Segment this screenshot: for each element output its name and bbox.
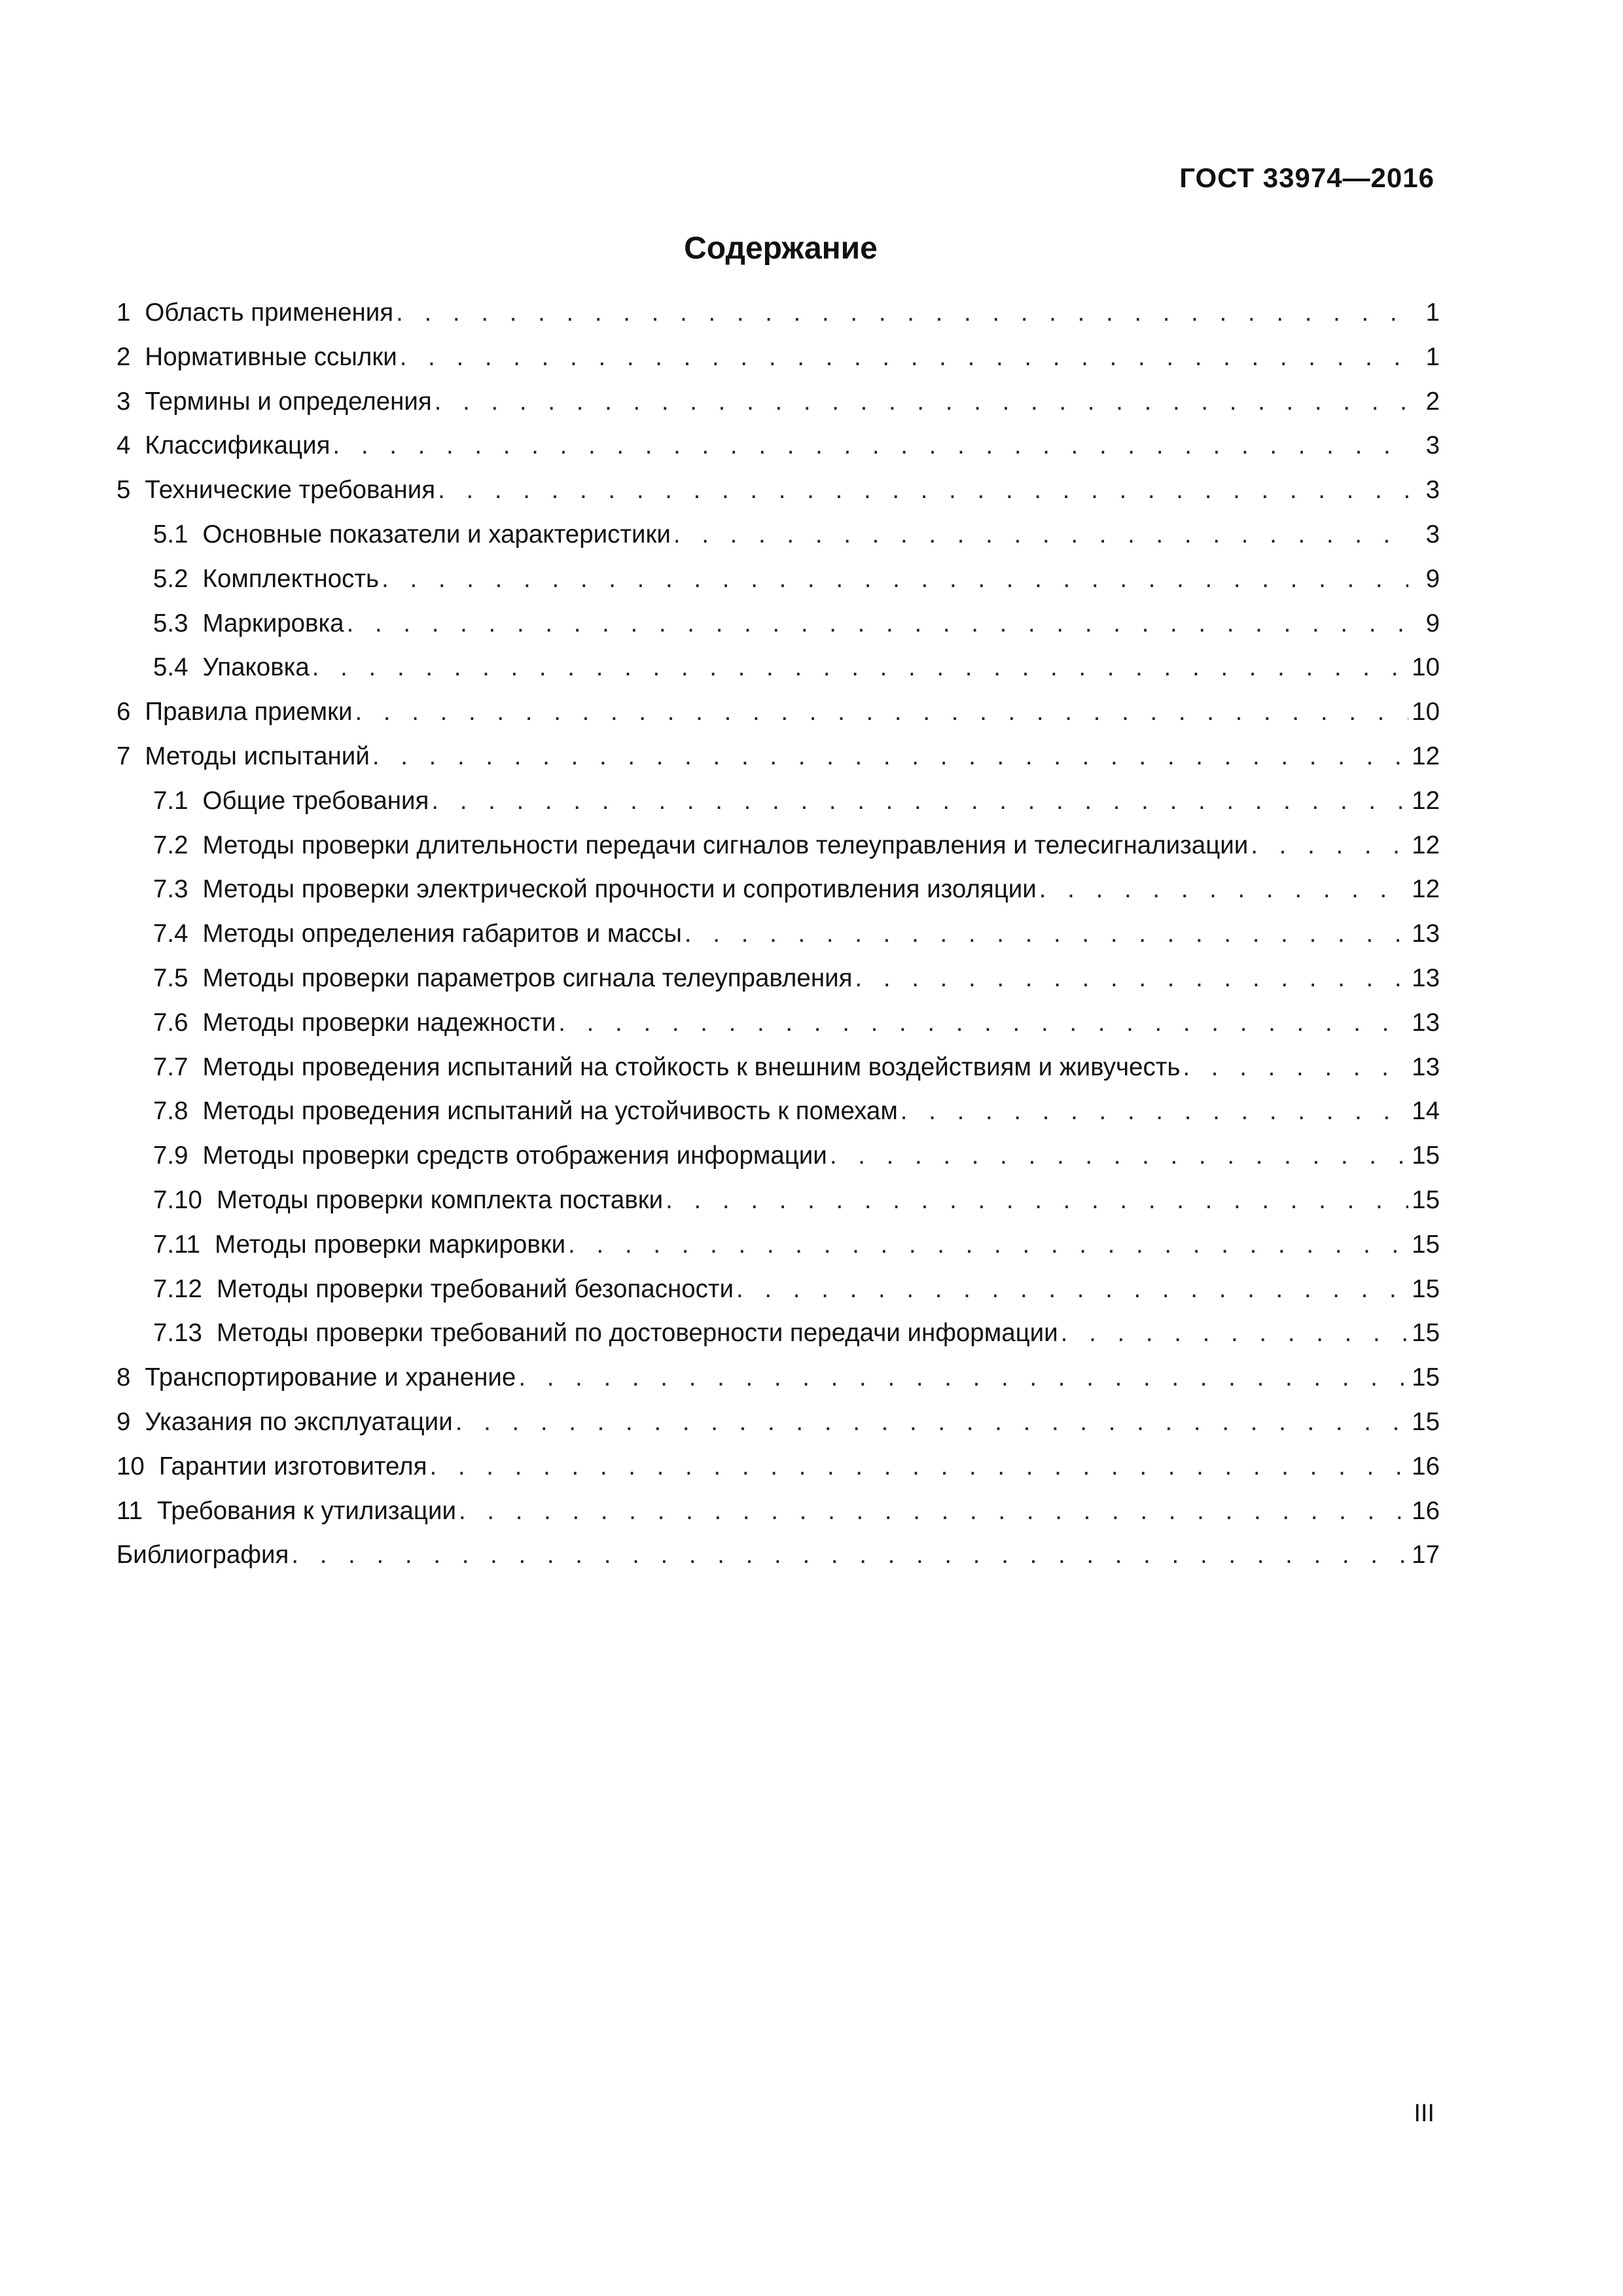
toc-entry[interactable]: [116, 609, 1440, 654]
toc-entry-title: Методы проверки требований по достоверности передачи информации: [216, 1319, 1058, 1348]
toc-entry-number: 7.2: [153, 831, 188, 859]
toc-entry-number: 7.1: [153, 786, 188, 815]
toc-entry[interactable]: [116, 1230, 1440, 1275]
toc-entry-number: 6: [116, 698, 131, 726]
dot-leader: [438, 476, 1408, 505]
dot-leader: [400, 343, 1408, 372]
toc-entry[interactable]: [116, 1097, 1440, 1141]
toc-entry[interactable]: [116, 476, 1440, 520]
toc-entry-title: Требования к утилизации: [156, 1496, 456, 1525]
toc-entry-number: 7.3: [153, 875, 188, 904]
toc-entry-number: 7.10: [153, 1185, 202, 1214]
dot-leader: [312, 653, 1408, 682]
dot-leader: [568, 1230, 1408, 1259]
toc-entry-number: 11: [116, 1496, 143, 1525]
toc-entry-number: 3: [116, 387, 131, 416]
toc-entry-number: 7.4: [153, 920, 188, 948]
toc-entry-number: 7.6: [153, 1008, 188, 1037]
toc-entry[interactable]: [116, 698, 1440, 742]
toc-entry-page: 10: [1412, 698, 1440, 726]
toc-entry-page: 13: [1412, 1008, 1440, 1037]
toc-entry[interactable]: [116, 1275, 1440, 1319]
toc-entry[interactable]: [116, 298, 1440, 343]
toc-entry[interactable]: [116, 431, 1440, 476]
toc-entry-number: 9: [116, 1407, 131, 1436]
toc-entry[interactable]: [116, 387, 1440, 432]
toc-entry-title: Транспортирование и хранение: [145, 1363, 516, 1392]
dot-leader: [685, 920, 1408, 948]
toc-entry-title: Упаковка: [202, 653, 310, 682]
dot-leader: [435, 387, 1408, 416]
toc-entry-title: Методы проверки средств отображения информации: [202, 1141, 827, 1170]
toc-entry-title: Классификация: [145, 431, 330, 460]
toc-entry[interactable]: [116, 343, 1440, 387]
toc-entry-title: Методы проверки надежности: [202, 1008, 556, 1037]
toc-entry-number: 5: [116, 476, 131, 505]
toc-entry-title: Гарантии изготовителя: [158, 1452, 427, 1480]
toc-entry-page: 15: [1412, 1407, 1440, 1436]
toc-entry-title: Правила приемки: [145, 698, 353, 726]
dot-leader: [459, 1497, 1408, 1526]
dot-leader: [430, 1452, 1409, 1481]
toc-entry-page: 15: [1412, 1185, 1440, 1214]
dot-leader: [558, 1009, 1408, 1037]
toc-entry-number: 2: [116, 342, 131, 371]
dot-leader: [332, 431, 1408, 460]
toc-entry[interactable]: [116, 831, 1440, 876]
dot-leader: [855, 964, 1408, 993]
toc-entry-page: 12: [1412, 742, 1440, 770]
toc-entry-page: 15: [1412, 1230, 1440, 1259]
toc-entry-number: 7.8: [153, 1097, 188, 1126]
toc-entry-page: 13: [1412, 963, 1440, 992]
toc-entry-title: Методы проверки длительности передачи сигналов телеуправления и телесигнализации: [202, 831, 1249, 859]
toc-entry-page: 9: [1425, 609, 1440, 637]
toc-entry-page: 15: [1412, 1274, 1440, 1303]
toc-entry-page: 9: [1425, 564, 1440, 593]
toc-entry-number: 5.1: [153, 520, 188, 548]
toc-entry[interactable]: [116, 1363, 1440, 1408]
toc-entry-page: 3: [1425, 520, 1440, 548]
toc-entry-number: 7.7: [153, 1052, 188, 1081]
toc-entry-title: Указания по эксплуатации: [145, 1407, 453, 1436]
toc-entry-number: 7.11: [153, 1230, 201, 1259]
toc-entry-title: Методы определения габаритов и массы: [202, 920, 682, 948]
toc-entry-page: 1: [1425, 298, 1440, 327]
toc-entry-number: 7.13: [153, 1319, 202, 1348]
toc-entry-title: Область применения: [145, 298, 394, 327]
toc-entry-title: Методы проверки электрической прочности и сопротивления изоляции: [202, 875, 1037, 904]
toc-entry[interactable]: [116, 1497, 1440, 1541]
toc-entry-title: Общие требования: [202, 786, 429, 815]
dot-leader: [673, 520, 1408, 549]
dot-leader: [830, 1141, 1408, 1170]
dot-leader: [1039, 875, 1408, 904]
toc-entry[interactable]: [116, 653, 1440, 698]
toc-entry[interactable]: [116, 1141, 1440, 1186]
toc-entry[interactable]: [116, 1541, 1440, 1585]
toc-entry[interactable]: [116, 1319, 1440, 1363]
toc-entry[interactable]: [116, 565, 1440, 609]
toc-entry[interactable]: [116, 787, 1440, 831]
toc-entry-number: 5.3: [153, 609, 188, 637]
toc-entry-number: 8: [116, 1363, 131, 1392]
dot-leader: [291, 1541, 1408, 1570]
toc-entry[interactable]: [116, 875, 1440, 920]
toc-entry-page: 10: [1412, 653, 1440, 682]
toc-entry-number: 4: [116, 431, 131, 460]
toc-entry[interactable]: [116, 964, 1440, 1009]
toc-entry[interactable]: [116, 920, 1440, 964]
toc-entry-page: 12: [1412, 831, 1440, 859]
toc-entry-number: 7.5: [153, 963, 188, 992]
table-of-contents: [116, 298, 1440, 1585]
dot-leader: [901, 1097, 1408, 1126]
dot-leader: [382, 565, 1408, 594]
toc-entry-page: 16: [1412, 1496, 1440, 1525]
toc-entry[interactable]: [116, 1186, 1440, 1230]
dot-leader: [431, 787, 1408, 816]
toc-entry-page: 15: [1412, 1141, 1440, 1170]
dot-leader: [455, 1408, 1408, 1437]
dot-leader: [1061, 1319, 1408, 1348]
toc-entry-number: 7.12: [153, 1274, 202, 1303]
dot-leader: [355, 698, 1408, 726]
toc-entry-page: 17: [1412, 1541, 1440, 1570]
dot-leader: [396, 298, 1408, 327]
toc-entry[interactable]: [116, 1452, 1440, 1497]
toc-entry-page: 15: [1412, 1363, 1440, 1392]
toc-entry-title: Методы проведения испытаний на устойчивость к помехам: [202, 1097, 898, 1126]
toc-entry-number: 7.9: [153, 1141, 188, 1170]
toc-entry-title: Методы испытаний: [145, 742, 370, 770]
toc-entry-title: Методы проверки параметров сигнала телеуправления: [202, 963, 853, 992]
toc-entry-title: Маркировка: [202, 609, 344, 637]
toc-entry-title: Методы проверки требований безопасности: [216, 1274, 734, 1303]
dot-leader: [736, 1275, 1408, 1304]
toc-entry[interactable]: [116, 742, 1440, 787]
toc-entry[interactable]: [116, 520, 1440, 565]
toc-entry-number: 10: [116, 1452, 145, 1480]
toc-entry-page: 14: [1412, 1097, 1440, 1126]
toc-entry-page: 16: [1412, 1452, 1440, 1480]
toc-entry-page: 1: [1425, 342, 1440, 371]
toc-entry-number: 5.4: [153, 653, 188, 682]
dot-leader: [518, 1363, 1408, 1392]
toc-entry[interactable]: [116, 1009, 1440, 1053]
toc-entry-title: Технические требования: [145, 476, 436, 505]
toc-entry-page: 13: [1412, 1052, 1440, 1081]
toc-entry-page: 12: [1412, 786, 1440, 815]
toc-entry-title: Методы проведения испытаний на стойкость к внешним воздействиям и живучесть: [202, 1052, 1181, 1081]
toc-entry-page: 13: [1412, 920, 1440, 948]
toc-entry-number: 5.2: [153, 564, 188, 593]
dot-leader: [1183, 1053, 1408, 1082]
toc-entry-number: 1: [116, 298, 131, 327]
toc-entry-title: Основные показатели и характеристики: [202, 520, 671, 548]
toc-title: Содержание: [684, 231, 878, 266]
toc-entry-title: Термины и определения: [145, 387, 432, 416]
toc-entry-page: 3: [1425, 431, 1440, 460]
toc-entry-title: Методы проверки комплекта поставки: [216, 1185, 664, 1214]
toc-entry-title: Библиография: [116, 1541, 289, 1570]
dot-leader: [372, 742, 1408, 771]
toc-entry[interactable]: [116, 1053, 1440, 1098]
dot-leader: [666, 1186, 1408, 1215]
page-number: III: [1414, 2100, 1435, 2127]
toc-entry-title: Методы проверки маркировки: [215, 1230, 566, 1259]
toc-entry-page: 3: [1425, 476, 1440, 505]
document-code: ГОСТ 33974—2016: [1179, 162, 1435, 193]
dot-leader: [347, 609, 1408, 638]
toc-entry[interactable]: [116, 1408, 1440, 1452]
toc-entry-page: 15: [1412, 1319, 1440, 1348]
dot-leader: [1251, 831, 1408, 860]
toc-entry-page: 12: [1412, 875, 1440, 904]
toc-entry-title: Комплектность: [202, 564, 380, 593]
toc-entry-page: 2: [1425, 387, 1440, 416]
toc-entry-number: 7: [116, 742, 131, 770]
toc-entry-title: Нормативные ссылки: [145, 342, 397, 371]
